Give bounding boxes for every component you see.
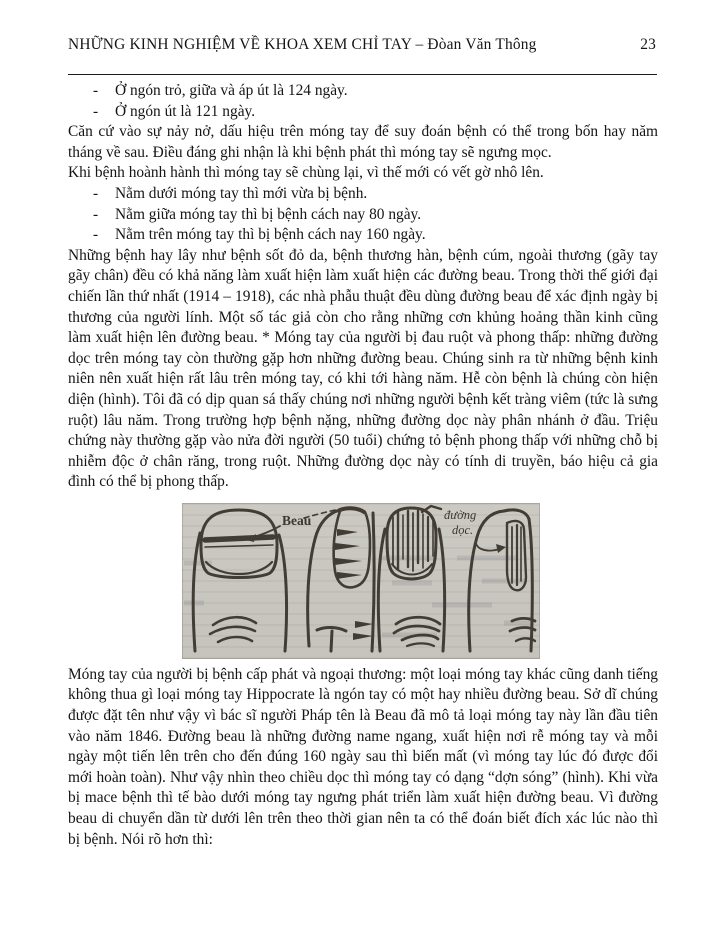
list-item-text: Nằm giữa móng tay thì bị bệnh cách nay 80 ngày. [115,205,422,223]
beau-label: Beau [282,512,312,528]
duong-doc-arrowhead [496,544,506,553]
duong-doc-hook-mark [422,506,441,512]
list-item [68,184,658,205]
paragraph: Căn cứ vào sự nảy nở, dấu hiệu trên móng tay để suy đoán bệnh có thể trong bốn hay năm tháng về sau. Điều đáng ghi nhận là khi bệnh phát thì móng tay sẽ ngưng mọc. [68,123,658,161]
list-item [68,205,658,226]
page-number: 23 [640,36,656,53]
fingernail-side-beau-drawing [308,508,374,651]
bullet-dash: - [93,184,99,202]
duong-doc-arrow-line [476,537,500,551]
beau-line-mark [205,537,273,540]
list-item-text: Ở ngón trỏ, giữa và áp út là 124 ngày. [115,82,348,99]
list-item-text: Nằm trên móng tay thì bị bệnh cách nay 160 ngày. [115,226,426,244]
fingernail-drawings [182,503,540,659]
page-body [68,81,658,850]
list-item [68,225,658,246]
fingernail-front-vertical-lines-drawing [378,508,444,651]
list-item [68,81,658,102]
header-rule [68,74,657,75]
bullet-dash: - [93,82,99,99]
page-header-title: NHỮNG KINH NGHIỆM VỀ KHOA XEM CHỈ TAY – Đòan Văn Thông [68,36,537,53]
bullet-dash: - [93,226,99,244]
bullet-dash: - [93,102,99,120]
list-item-text: Ở ngón út là 121 ngày. [115,102,256,120]
fingernail-illustration [182,503,540,659]
page-header [68,36,658,54]
paragraph: Khi bệnh hoành hành thì móng tay sẽ chùng lại, vì thế mới có vết gờ nhô lên. [68,164,544,182]
duong-doc-label-line1: đường [444,507,477,522]
fingernail-front-beau-drawing [193,510,286,651]
paragraph: Móng tay của người bị bệnh cấp phát và ngoại thương: một loại móng tay khác cũng danh tiếng không thua gì loại móng tay Hippocrate là ngón tay có một hay nhiều đường beau. Sở dĩ chúng được đặt tên như vậy vì bác sĩ người Pháp tên là Beau đã mô tả loại móng tay này lần đầu tiên vào năm 1846. Đường beau là những đường name ngang, xuất hiện nơi rễ móng tay và mỗi ngày một tiến lên trên cho đến đúng 160 ngày sau thì biến mất (vì móng tay lúc đó được đổi mới hoàn toàn). Như vậy nhìn theo chiều dọc thì móng tay có dạng “dợn sóng” (hình). Khi vừa bị mace bệnh thì tế bào dưới móng tay ngưng phát triển làm xuất hiện đường beau. Vì đường beau di chuyển dần từ dưới lên trên theo thời gian nên ta có thể đoán biết đích xác lúc nào thì bị bệnh. Nói rõ hơn thì: [68,665,658,848]
paragraph: Những bệnh hay lây như bệnh sốt đỏ da, bệnh thương hàn, bệnh cúm, ngoài thương (gãy tay gãy chân) đều có khả năng làm xuất hiện làm xuất hiện các đường beau. Trong thời thế giới đại chiến lần thứ nhất (1914 – 1918), các nhà phẫu thuật đều dùng đường beau để xác định ngày bị thương của người lính. Một số tác giả còn cho rằng những cơn khủng hoảng thần kinh cũng làm xuất hiện lên đường beau. * Móng tay của người bị đau ruột và phong thấp: những đường dọc trên móng tay còn thường gặp hơn những đường beau. Chúng sinh ra từ những bệnh kinh niên nên xuất hiện rất lâu trên móng tay, có khi tới hàng năm. Hễ còn bệnh là chúng còn hiện diện (hình). Tôi đã có dịp quan sá thấy chúng nơi những người bệnh kết tràng viêm (tức là sưng ruột) lâu năm. Trong trường hợp bệnh nặng, những đường dọc này phân nhánh ở đầu. Triệu chứng này thường gặp vào nửa đời người (50 tuổi) chứng tỏ bệnh phong thấp với những chỗ bị nhiễm độc ở chân răng, trong ruột. Những đường dọc này có tính di truyền, báo hiệu cả gia đình có thể bị phong thấp. [68,246,658,491]
duong-doc-label-line2: dọc. [452,522,474,537]
bullet-dash: - [93,205,99,223]
list-item-text: Nằm dưới móng tay thì mới vừa bị bệnh. [115,184,368,202]
list-item [68,102,658,123]
figure-annotations [246,506,506,553]
